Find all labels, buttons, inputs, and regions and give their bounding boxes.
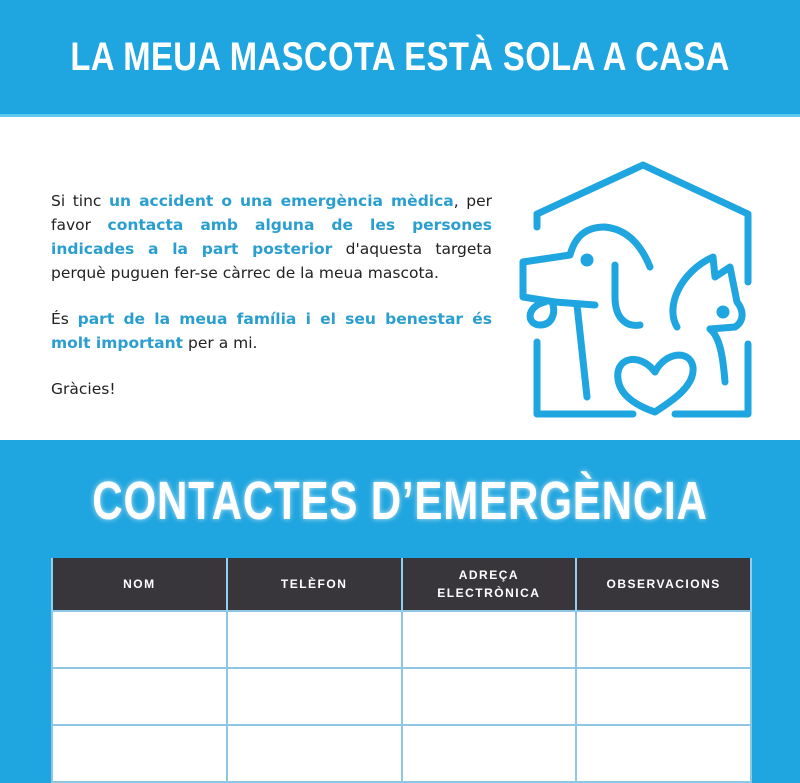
cell-email[interactable]: [402, 725, 577, 782]
cell-observations[interactable]: [576, 668, 751, 725]
table-header-row: [52, 558, 751, 611]
top-banner: [0, 0, 800, 117]
column-header-phone: TELÈFON: [227, 558, 402, 611]
cell-observations[interactable]: [576, 611, 751, 668]
column-header-email: ADREÇA ELECTRÒNICA: [402, 558, 577, 611]
page-title: LA MEUA MASCOTA ESTÀ SOLA A CASA: [70, 34, 730, 79]
message-paragraph-3: Gràcies!: [51, 380, 116, 398]
highlight: contacta amb alguna de les persones indicades a la part posterior: [51, 216, 492, 258]
cell-email[interactable]: [402, 668, 577, 725]
cell-phone[interactable]: [227, 725, 402, 782]
column-header-name: NOM: [52, 558, 227, 611]
table-row: [52, 611, 751, 668]
message-paragraph-1: Si tinc un accident o una emergència mèdica, per favor contacta amb alguna de les persones indicades a la part posterior d'aquesta targeta perquè puguen fer-se càrrec de la meua mascota.: [51, 192, 492, 282]
contacts-section: [0, 440, 800, 783]
message-section: [0, 117, 800, 440]
house-dog-cat-heart-icon: [515, 157, 755, 422]
cell-observations[interactable]: [576, 725, 751, 782]
cell-email[interactable]: [402, 611, 577, 668]
cell-phone[interactable]: [227, 611, 402, 668]
cell-phone[interactable]: [227, 668, 402, 725]
message-text: [51, 189, 492, 423]
cell-name[interactable]: [52, 611, 227, 668]
highlight: un accident o una emergència mèdica: [109, 192, 454, 210]
contacts-table: [51, 558, 752, 783]
table-row: [52, 668, 751, 725]
contacts-title: CONTACTES D’EMERGÈNCIA: [92, 471, 708, 531]
cell-name[interactable]: [52, 668, 227, 725]
column-header-observations: OBSERVACIONS: [576, 558, 751, 611]
table-row: [52, 725, 751, 782]
highlight: part de la meua família i el seu benestar és molt important: [51, 310, 493, 352]
cell-name[interactable]: [52, 725, 227, 782]
message-paragraph-2: És part de la meua família i el seu benestar és molt important per a mi.: [51, 310, 493, 352]
